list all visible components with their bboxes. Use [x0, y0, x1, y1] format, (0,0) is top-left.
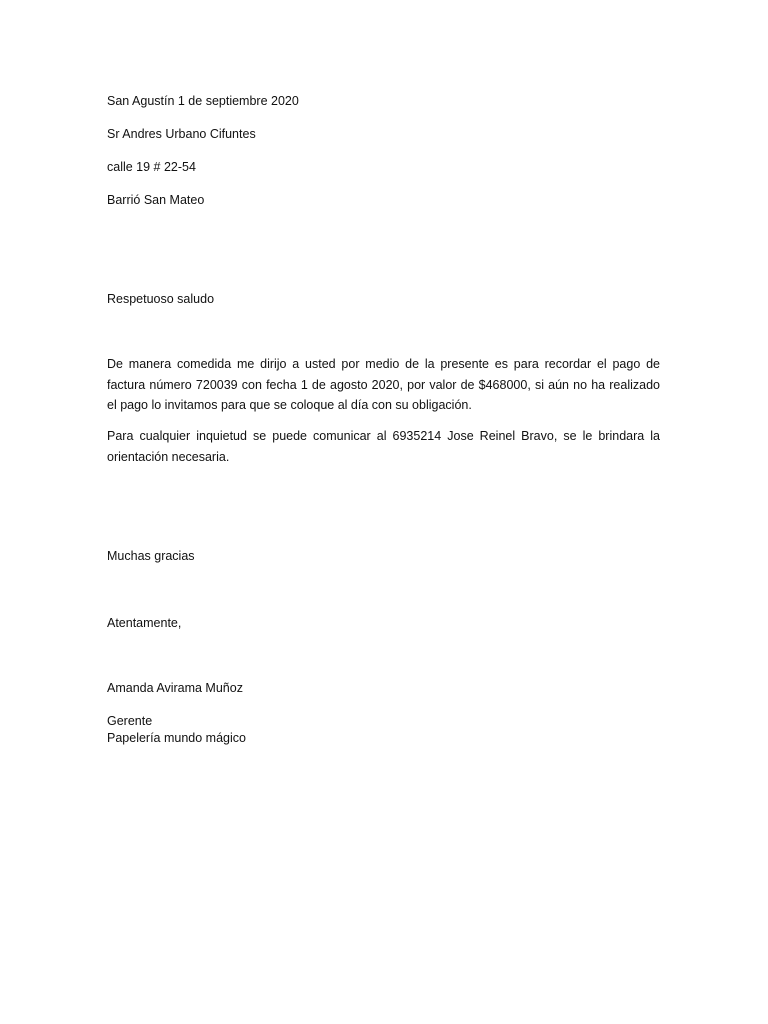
recipient-name: Sr Andres Urbano Cifuntes — [107, 127, 256, 141]
signer-title: Gerente — [107, 714, 153, 728]
body-paragraph-1: De manera comedida me dirijo a usted por medio de la presente es para recordar el pago de factura número 720039 con fecha 1 de agosto 2020, por valor de $468000, si aún no ha realizado el pago lo invitamos para que se coloque al día con su obligación. — [107, 357, 660, 412]
signer-company: Papelería mundo mágico — [107, 731, 246, 745]
date-line: San Agustín 1 de septiembre 2020 — [107, 94, 299, 108]
body-paragraph-2: Para cualquier inquietud se puede comunicar al 6935214 Jose Reinel Bravo, se le brindara la orientación necesaria. — [107, 429, 660, 464]
recipient-district: Barrió San Mateo — [107, 193, 205, 207]
thanks-line: Muchas gracias — [107, 549, 195, 563]
closing-line: Atentamente, — [107, 616, 182, 630]
signer-name: Amanda Avirama Muñoz — [107, 681, 243, 695]
recipient-address: calle 19 # 22-54 — [107, 160, 196, 174]
greeting: Respetuoso saludo — [107, 292, 215, 306]
